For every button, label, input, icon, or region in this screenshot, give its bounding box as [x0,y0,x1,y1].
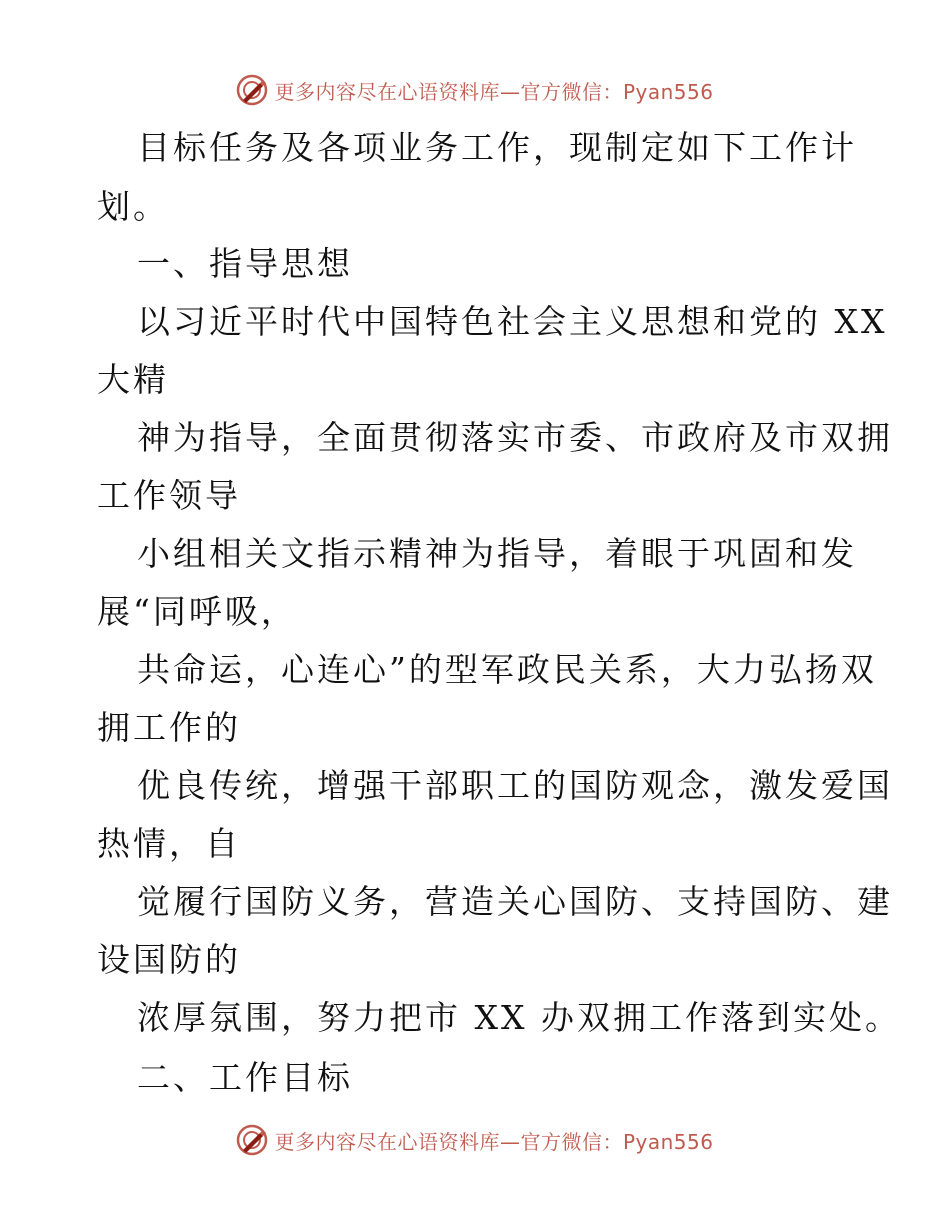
document-line: 划。 [97,187,169,226]
section-heading: 一、指导思想 [137,244,353,283]
pen-logo-icon [236,74,268,106]
document-line: 浓厚氛围，努力把市 XX 办双拥工作落到实处。 [137,998,901,1037]
document-line: 热情，自 [97,824,241,863]
document-line: 优良传统，增强干部职工的国防观念，激发爱国 [137,766,893,805]
document-line: 小组相关文指示精神为指导，着眼于巩固和发 [137,534,857,573]
document-line: 展“同呼吸， [97,592,297,631]
document-line: 以习近平时代中国特色社会主义思想和党的 XX [137,302,888,341]
document-line: 设国防的 [97,940,241,979]
section-heading: 二、工作目标 [137,1058,353,1097]
footer-banner [0,1120,950,1160]
footer-banner-text: 更多内容尽在心语资料库—官方微信：Pyan556 [274,1129,714,1154]
header-banner [0,70,950,110]
document-line: 大精 [97,360,169,399]
document-line: 共命运，心连心”的型军政民关系，大力弘扬双 [137,650,877,689]
pen-logo-icon [236,1124,268,1156]
document-line: 神为指导，全面贯彻落实市委、市政府及市双拥 [137,418,893,457]
document-line: 目标任务及各项业务工作，现制定如下工作计 [137,128,857,167]
header-banner-text: 更多内容尽在心语资料库—官方微信：Pyan556 [274,79,714,104]
document-line: 工作领导 [97,476,241,515]
document-line: 拥工作的 [97,708,241,747]
document-line: 觉履行国防义务，营造关心国防、支持国防、建 [137,882,893,921]
